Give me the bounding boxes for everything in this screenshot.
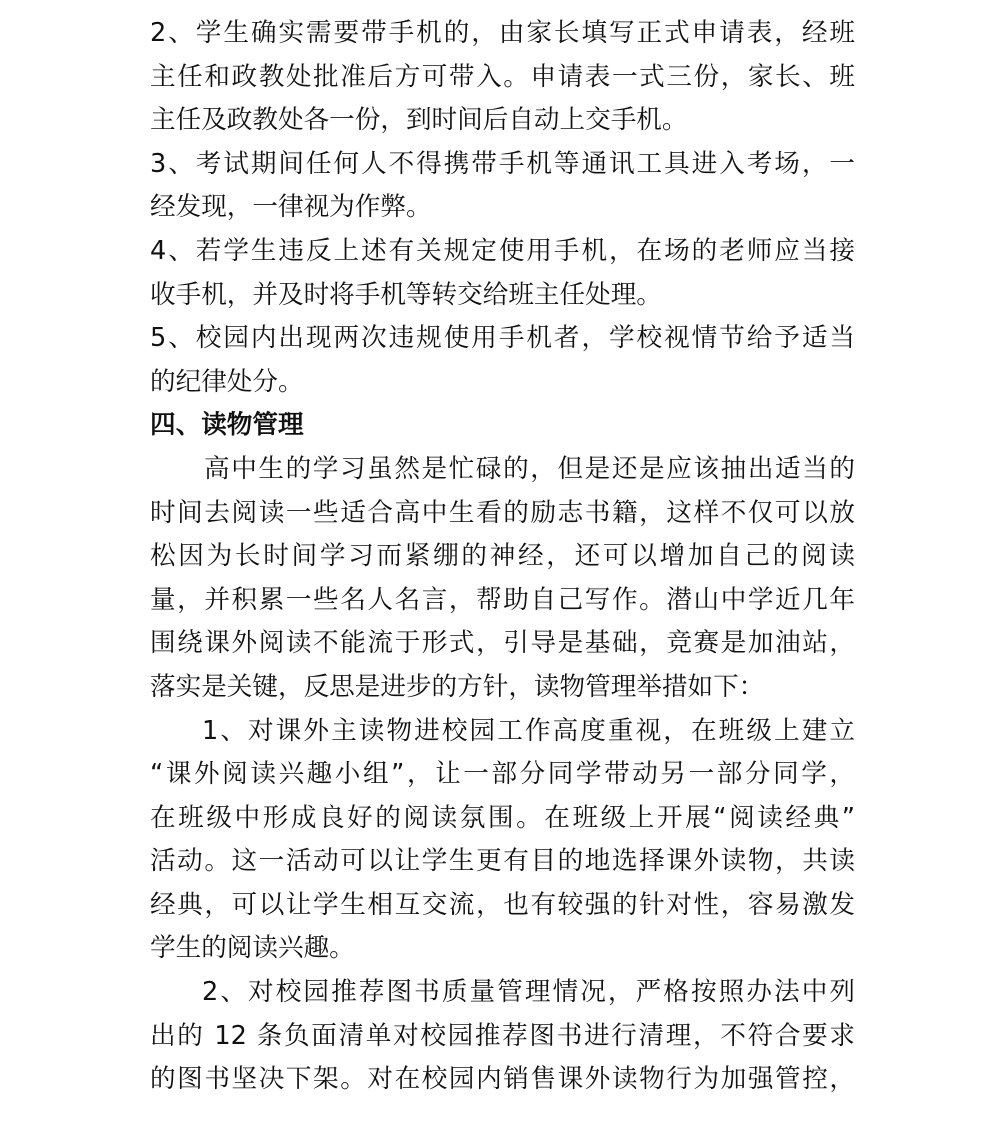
text-line: 收手机，并及时将手机等转交给班主任处理。	[150, 279, 662, 310]
text-line: 时间去阅读一些适合高中生看的励志书籍，这样不仅可以放	[150, 497, 855, 528]
text-line: 量，并积累一些名人名言，帮助自己写作。潜山中学近几年	[150, 584, 855, 615]
text-line: 2、对校园推荐图书质量管理情况，严格按照办法中列	[202, 977, 855, 1008]
text-line: 学生的阅读兴趣。	[150, 933, 355, 964]
text-line: 围绕课外阅读不能流于形式，引导是基础，竞赛是加油站，	[150, 628, 855, 659]
text-line: 活动。这一活动可以让学生更有目的地选择课外读物，共读	[150, 846, 855, 877]
text-line: 高中生的学习虽然是忙碌的，但是还是应该抽出适当的	[204, 453, 855, 484]
text-line: 出的 12 条负面清单对校园推荐图书进行清理，不符合要求	[150, 1020, 855, 1051]
rule-item-5	[150, 317, 855, 404]
section-heading: 四、读物管理	[150, 410, 304, 441]
document-page	[150, 12, 855, 1102]
text-line: 经发现，一律视为作弊。	[150, 192, 432, 223]
text-line: 主任和政教处批准后方可带入。申请表一式三份，家长、班	[150, 61, 855, 92]
text-line: 3、考试期间任何人不得携带手机等通讯工具进入考场，一	[150, 148, 855, 179]
text-line: 1、对课外主读物进校园工作高度重视，在班级上建立	[202, 715, 855, 746]
text-line: 的图书坚决下架。对在校园内销售课外读物行为加强管控，	[150, 1064, 855, 1095]
reading-measure-1	[150, 710, 855, 972]
text-line: 4、若学生违反上述有关规定使用手机，在场的老师应当接	[150, 235, 855, 266]
text-line: 在班级中形成良好的阅读氛围。在班级上开展“阅读经典”	[150, 802, 855, 833]
text-line: 2、学生确实需要带手机的，由家长填写正式申请表，经班	[150, 18, 855, 48]
rule-item-4	[150, 230, 855, 317]
text-line: 松因为长时间学习而紧绷的神经，还可以增加自己的阅读	[150, 541, 855, 572]
reading-measure-2	[150, 971, 855, 1102]
text-line: 的纪律处分。	[150, 366, 304, 397]
text-line: “课外阅读兴趣小组”，让一部分同学带动另一部分同学，	[150, 759, 855, 790]
text-line: 主任及政教处各一份，到时间后自动上交手机。	[150, 105, 688, 136]
text-line: 经典，可以让学生相互交流，也有较强的针对性，容易激发	[150, 889, 855, 920]
text-line: 落实是关键，反思是进步的方针，读物管理举措如下：	[150, 671, 765, 702]
rule-item-3	[150, 143, 855, 230]
reading-intro-paragraph	[150, 448, 855, 710]
rule-item-2	[150, 12, 855, 143]
text-line: 5、校园内出现两次违规使用手机者，学校视情节给予适当	[150, 323, 855, 354]
